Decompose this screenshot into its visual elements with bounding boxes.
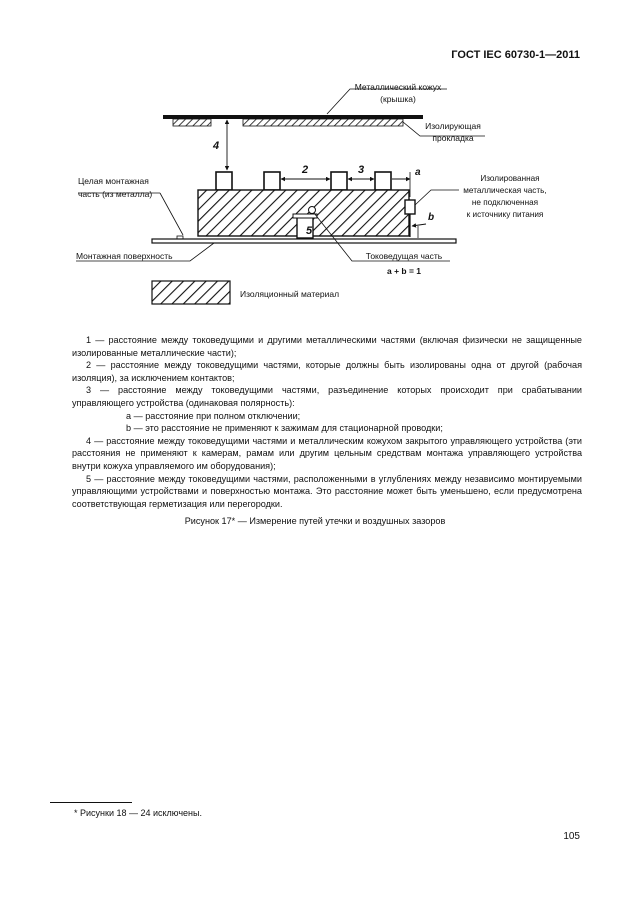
document-header: ГОСТ IEC 60730-1—2011: [451, 49, 580, 61]
insul-label-2: металлическая часть,: [463, 186, 547, 195]
insul-leader: [415, 190, 459, 205]
legend-item-3a: a — расстояние при полном отключении;: [126, 410, 301, 421]
legend-item-3: 3 — расстояние между токоведущими частями, разъединение которых происходит при срабатывании управляющего устройства (одинаковая полярность):: [72, 385, 582, 408]
gasket-right: [243, 119, 403, 126]
live-label-2: a + b = 1: [386, 266, 422, 276]
insul-label-4: к источнику питания: [466, 210, 544, 219]
mount-label-2: часть (из металла): [78, 189, 153, 199]
figure-legend: [72, 334, 582, 510]
figure-caption: Рисунок 17* — Измерение путей утечки и воздушных зазоров: [184, 516, 446, 526]
insulated-metal-part: [405, 200, 415, 214]
insul-label-3: не подключенная: [471, 198, 539, 207]
page-number: 105: [563, 831, 580, 842]
insulation-label: Изоляционный материал: [240, 289, 340, 299]
legend-item-2: 2 — расстояние между токоведущими частями, которые должны быть изолированы одна от другой (рабочая изоляция), за исключением контактов;: [72, 360, 582, 383]
dim-2-label: 2: [302, 164, 309, 176]
mount-label-1: Целая монтажная: [78, 176, 149, 186]
metal-cover: [163, 115, 423, 119]
mount-leader: [160, 193, 183, 235]
figure-diagram: [0, 0, 630, 330]
live-label-1: Токоведущая часть: [365, 251, 443, 261]
terminal-4: [375, 172, 391, 190]
dim-3-label: 3: [358, 164, 365, 176]
gasket-label-2: прокладка: [432, 133, 474, 143]
live-part-marker: [309, 207, 316, 214]
dim-b-line: [412, 224, 426, 226]
terminal-3: [331, 172, 347, 190]
dim-4-label: 4: [213, 140, 220, 152]
insul-label-1: Изолированная: [480, 174, 540, 183]
dim-a-label: a: [415, 167, 421, 178]
terminal-2: [264, 172, 280, 190]
cover-label-2: (крышка): [380, 94, 416, 104]
legend-item-4: 4 — расстояние между токоведущими частями и металлическим кожухом закрытого управляющего устройства (эти расстояния не применяют к камерам, рамам или другим цельным средствам монтажа управляющего устройства внутри кожуха управляемого им оборудования);: [72, 435, 582, 471]
footnote-divider: [50, 802, 132, 803]
legend-item-3b: b — это расстояние не применяют к зажимам для стационарной проводки;: [126, 423, 443, 434]
dim-5-label: 5: [306, 225, 313, 237]
surface-label: Монтажная поверхность: [76, 251, 173, 261]
mounting-surface: [152, 239, 456, 243]
insulation-swatch: [152, 281, 230, 304]
footnote: * Рисунки 18 — 24 исключены.: [74, 808, 202, 818]
terminal-1: [216, 172, 232, 190]
legend-item-5: 5 — расстояние между токоведущими частями, расположенными в углублениях между независимо монтируемыми управляющими устройствами и поверхностью монтажа. Это расстояние может быть уменьшено, если предусмотрена соответствующая герметизация или перегородки.: [72, 473, 582, 509]
dim-b-label: b: [428, 212, 435, 223]
gasket-label-1: Изолирующая: [425, 121, 481, 131]
cover-label-1: Металлический кожух: [354, 82, 442, 92]
gasket-left: [173, 119, 211, 126]
legend-item-1: 1 — расстояние между токоведущими и другими металлическими частями (включая физически не защищенные изолированные металлические части);: [72, 335, 582, 358]
